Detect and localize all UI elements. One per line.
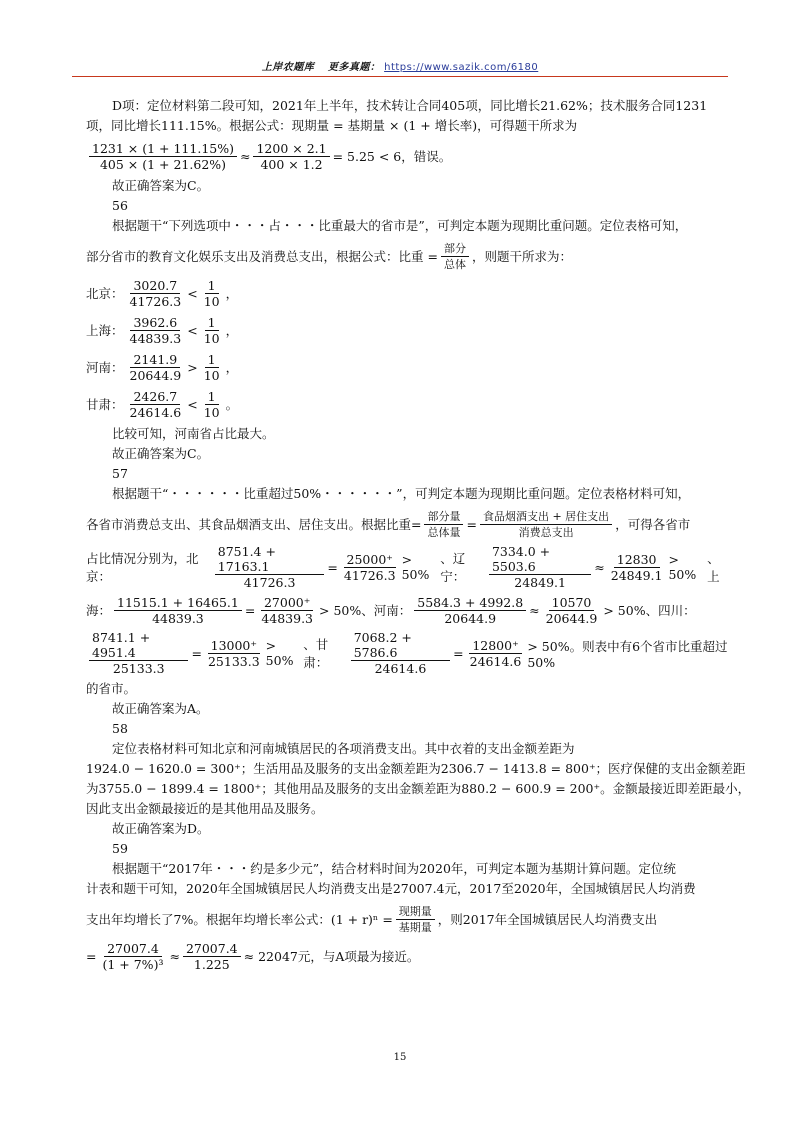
page-number: 15	[393, 1052, 407, 1063]
denominator: 44839.3	[152, 610, 204, 626]
question-number: 58	[112, 721, 128, 736]
formula-tail: = 5.25 < 6，错误。	[332, 149, 452, 164]
fraction	[351, 630, 450, 676]
numerator: 3962.6	[130, 315, 180, 331]
page-header	[0, 58, 800, 73]
fraction	[424, 509, 463, 540]
paragraph: 项，同比增长111.15%。根据公式：现期量 = 基期量 × (1 + 增长率)，可得题干所求为	[86, 118, 578, 133]
formula-line	[86, 507, 730, 541]
question-number: 56	[112, 198, 128, 213]
paragraph: 1924.0 − 1620.0 = 300⁺；生活用品及服务的支出金额差距为2306.7 − 1413.8 = 800⁺；医疗保健的支出金额差距	[86, 761, 746, 776]
equals-sign: =	[191, 645, 202, 661]
question-number: 59	[112, 841, 128, 856]
denominator: 总体量	[427, 525, 461, 539]
denominator: 24614.6	[469, 653, 522, 669]
province-label: 上海：	[86, 323, 124, 338]
approx-sign: ≈	[529, 602, 540, 618]
text: 部分省市的教育文化娱乐支出及消费总支出，根据公式：比重 =	[86, 249, 438, 264]
province-label: 北京：	[86, 286, 124, 301]
approx-sign: ≈	[239, 148, 251, 164]
numerator: 7068.2 + 5786.6	[351, 630, 450, 661]
text: 各省市消费总支出、其食品烟酒支出、居住支出。根据比重=	[86, 517, 422, 532]
fraction	[89, 141, 237, 172]
formula-line	[86, 939, 730, 973]
fraction	[396, 904, 435, 935]
paragraph: 根据题干“・・・・・・比重超过50%・・・・・・”，可判定本题为现期比重问题。定位表格材料可知，	[112, 486, 691, 501]
fraction	[127, 389, 185, 420]
paragraph: 为3755.0 − 1899.4 = 1800⁺；其他用品及服务的支出金额差距为880.2 − 600.9 = 200⁺。金额最接近即差距最小，	[86, 781, 751, 796]
denominator: 405 × (1 + 21.62%)	[99, 156, 227, 172]
text: 支出年均增长了7%。根据年均增长率公式：(1 + r)ⁿ =	[86, 912, 393, 927]
ratio-item	[86, 350, 730, 384]
comparison-sign: <	[187, 285, 198, 301]
numerator: 11515.1 + 16465.1	[114, 595, 242, 611]
ratio-list	[86, 276, 730, 421]
equals-sign: =	[453, 645, 464, 661]
fraction	[341, 552, 399, 583]
paragraph: D项：定位材料第二段可知，2021年上半年，技术转让合同405项，同比增长21.62%；技术服务合同1231	[112, 98, 708, 113]
formula-line	[86, 902, 730, 936]
province-label: 、河南：	[361, 603, 412, 618]
formula-line	[86, 139, 730, 173]
numerator: 27007.4	[183, 941, 241, 957]
answer-line: 故正确答案为C。	[112, 446, 210, 461]
fraction	[205, 638, 263, 669]
numerator: 13000⁺	[208, 638, 260, 654]
fraction	[253, 141, 329, 172]
denominator: 41726.3	[243, 575, 296, 590]
text: 、上	[707, 551, 720, 584]
denominator: 20644.9	[444, 610, 497, 626]
comparison-sign: <	[187, 322, 198, 338]
punctuation: ，	[225, 286, 239, 301]
denominator: 10	[203, 330, 220, 346]
comparison-sign: >	[187, 359, 198, 375]
formula-line	[86, 239, 730, 273]
denominator: 总体	[443, 257, 466, 271]
document-body	[86, 96, 751, 976]
numerator: 12800⁺	[469, 638, 521, 654]
numerator: 3020.7	[130, 278, 180, 294]
approx-sign: ≈	[594, 559, 605, 575]
formula-tail: > 50%。则表中有6个省市比重超过50%	[527, 638, 728, 670]
denominator: 24614.6	[374, 661, 427, 676]
denominator: 基期量	[398, 920, 432, 934]
fraction	[201, 352, 223, 383]
fraction	[127, 278, 185, 309]
numerator: 1	[205, 278, 219, 294]
denominator: 25133.3	[112, 661, 165, 676]
denominator: 41726.3	[343, 567, 396, 583]
denominator: 41726.3	[129, 293, 182, 309]
numerator: 1	[205, 389, 219, 405]
paragraph: 因此支出金额最接近的是其他用品及服务。	[86, 801, 324, 816]
numerator: 食品烟酒支出 + 居住支出	[480, 509, 612, 525]
denominator: 24849.1	[514, 575, 566, 590]
numerator: 25000⁺	[344, 552, 396, 568]
text: ，则2017年全国城镇居民人均消费支出	[437, 912, 658, 927]
denominator: 25133.3	[207, 653, 260, 669]
header-link[interactable]: https://www.sazik.com/6180	[384, 62, 539, 73]
formula-line	[86, 544, 730, 590]
numerator: 10570	[549, 595, 595, 611]
fraction	[543, 595, 601, 626]
denominator: 24614.6	[129, 404, 182, 420]
fraction	[201, 278, 223, 309]
fraction	[99, 941, 166, 972]
numerator: 27007.4	[104, 941, 162, 957]
numerator: 2426.7	[130, 389, 180, 405]
province-label: 河南：	[86, 360, 124, 375]
paragraph: 定位表格材料可知北京和河南城镇居民的各项消费支出。其中衣着的支出金额差距为	[112, 741, 575, 756]
numerator: 27000⁺	[261, 595, 313, 611]
text: ，可得各省市	[615, 517, 691, 532]
fraction	[414, 595, 526, 626]
comparison: > 50%	[401, 552, 430, 582]
denominator: 20644.9	[545, 610, 598, 626]
denominator: 10	[203, 404, 220, 420]
denominator: 44839.3	[129, 330, 182, 346]
denominator: 10	[203, 367, 220, 383]
fraction	[608, 552, 666, 583]
paragraph: 计表和题干可知，2020年全国城镇居民人均消费支出是27007.4元，2017至2020年，全国城镇居民人均消费	[86, 881, 696, 896]
denominator: (1 + 7%)³	[102, 956, 164, 972]
denominator: 24849.1	[610, 567, 663, 583]
header-more-label: 更多真题：	[327, 62, 381, 73]
denominator: 消费总支出	[518, 525, 574, 539]
punctuation: ，	[225, 360, 239, 375]
question-number: 57	[112, 466, 128, 481]
fraction	[201, 315, 223, 346]
fraction	[480, 509, 612, 540]
fraction	[183, 941, 241, 972]
province-label: 、甘肃：	[303, 637, 329, 670]
equals-sign: =	[466, 516, 477, 532]
header-rule	[72, 76, 728, 77]
paragraph: 根据题干“下列选项中・・・占・・・比重最大的省市是”，可判定本题为现期比重问题。定位表格可知，	[112, 218, 688, 233]
province-label: 海：	[86, 603, 112, 618]
comparison: > 50%	[265, 638, 294, 668]
denominator: 1.225	[193, 956, 230, 972]
denominator: 10	[203, 293, 220, 309]
ratio-item	[86, 313, 730, 347]
answer-line: 故正确答案为C。	[112, 178, 210, 193]
province-label: 、四川：	[645, 603, 696, 618]
punctuation: ，	[225, 323, 239, 338]
ratio-item	[86, 276, 730, 310]
approx-sign: ≈	[169, 948, 180, 964]
denominator: 20644.9	[129, 367, 182, 383]
numerator: 1	[205, 352, 219, 368]
numerator: 7334.0 + 5503.6	[489, 544, 591, 575]
numerator: 1231 × (1 + 111.15%)	[89, 141, 237, 157]
fraction	[215, 544, 325, 590]
comparison: > 50%	[603, 602, 646, 618]
fraction	[127, 315, 185, 346]
punctuation: 。	[225, 397, 239, 412]
fraction	[258, 595, 316, 626]
fraction	[441, 241, 469, 272]
numerator: 12830	[614, 552, 660, 568]
fraction	[201, 389, 223, 420]
numerator: 2141.9	[130, 352, 180, 368]
numerator: 1	[205, 315, 219, 331]
comparison-sign: <	[187, 396, 198, 412]
numerator: 8741.1 + 4951.4	[89, 630, 188, 661]
denominator: 44839.3	[261, 610, 314, 626]
numerator: 1200 × 2.1	[253, 141, 329, 157]
province-label: 、辽宁：	[440, 551, 466, 584]
ratio-item	[86, 387, 730, 421]
numerator: 5584.3 + 4992.8	[414, 595, 526, 611]
fraction	[467, 638, 525, 669]
fraction	[127, 352, 185, 383]
answer-line: 故正确答案为D。	[112, 821, 210, 836]
numerator: 部分量	[424, 509, 463, 525]
formula-tail: ≈ 22047元，与A项最为接近。	[243, 949, 420, 964]
numerator: 部分	[441, 241, 469, 257]
comparison: > 50%	[319, 602, 362, 618]
numerator: 8751.4 + 17163.1	[215, 544, 325, 575]
paragraph: 的省市。	[86, 681, 137, 696]
equals-sign: =	[327, 559, 338, 575]
comparison: > 50%	[668, 552, 697, 582]
text: 占比情况分别为，北京：	[86, 551, 199, 584]
paragraph: 根据题干“2017年・・・约是多少元”，结合材料时间为2020年，可判定本题为基期计算问题。定位统	[112, 861, 676, 876]
fraction	[489, 544, 591, 590]
fraction	[89, 630, 188, 676]
formula-line	[86, 593, 730, 627]
text: ，则题干所求为：	[471, 249, 572, 264]
header-brand: 上岸农题库	[261, 62, 315, 73]
formula-line	[86, 630, 730, 676]
answer-line: 故正确答案为A。	[112, 701, 209, 716]
paragraph: 比较可知，河南省占比最大。	[112, 426, 275, 441]
denominator: 400 × 1.2	[260, 156, 323, 172]
equals-sign: =	[86, 948, 97, 964]
province-label: 甘肃：	[86, 397, 124, 412]
fraction	[114, 595, 242, 626]
equals-sign: =	[244, 602, 256, 618]
numerator: 现期量	[396, 904, 435, 920]
